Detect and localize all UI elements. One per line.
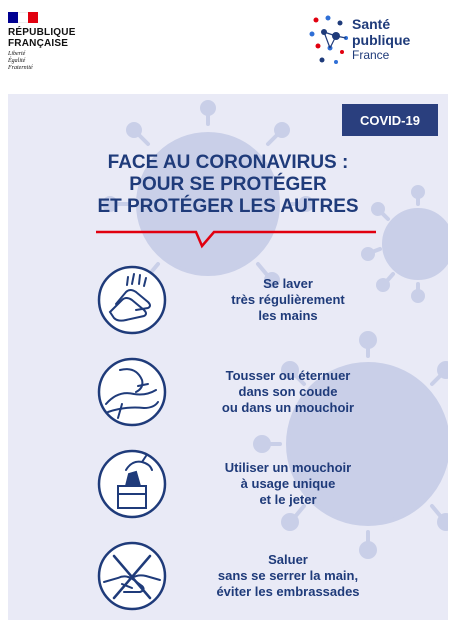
spf-wordmark	[352, 16, 410, 62]
measure-text-cough-elbow: Tousser ou éternuer dans son coude ou dans un mouchoir	[221, 368, 355, 415]
measure-text-no-handshake: Saluer sans se serrer la main, éviter les embrassades	[216, 552, 360, 599]
measure-row-no-handshake	[96, 540, 396, 616]
no-handshake-icon	[96, 540, 168, 612]
covid-badge: COVID-19	[342, 104, 438, 136]
speech-bubble-underline-icon	[96, 224, 376, 250]
poster-panel	[8, 94, 448, 620]
republique-francaise-logo	[8, 12, 76, 72]
french-flag-icon	[8, 12, 38, 23]
cough-elbow-icon	[96, 356, 168, 428]
title-line-2: POUR SE PROTÉGER	[129, 174, 327, 195]
header	[0, 0, 456, 92]
tissue-box-icon	[96, 448, 168, 520]
measure-row-handwashing	[96, 264, 396, 340]
measure-text-handwashing: Se laver très régulièrement les mains	[231, 276, 345, 323]
rf-motto-liberte: Liberté	[8, 51, 26, 57]
rf-motto-egalite: Égalité	[8, 58, 26, 64]
sante-publique-france-logo	[308, 14, 428, 74]
measure-text-tissue: Utiliser un mouchoir à usage unique et le jeter	[224, 460, 352, 507]
spf-line2: publique	[352, 32, 411, 48]
rf-name-line1: RÉPUBLIQUE	[8, 27, 76, 38]
handwashing-icon	[96, 264, 168, 336]
molecule-dots-logo-icon	[308, 14, 350, 66]
title-line-1: FACE AU CORONAVIRUS :	[107, 152, 349, 173]
title-line-3: ET PROTÉGER LES AUTRES	[97, 196, 359, 217]
poster-title	[28, 152, 428, 218]
spf-line3: France	[352, 48, 390, 62]
spf-line1: Santé	[352, 16, 391, 32]
rf-motto-fraternite: Fraternité	[8, 65, 33, 71]
measure-row-tissue	[96, 448, 396, 524]
rf-name-line2: FRANÇAISE	[8, 38, 69, 49]
rf-motto	[8, 51, 76, 72]
measure-row-cough-elbow	[96, 356, 396, 432]
